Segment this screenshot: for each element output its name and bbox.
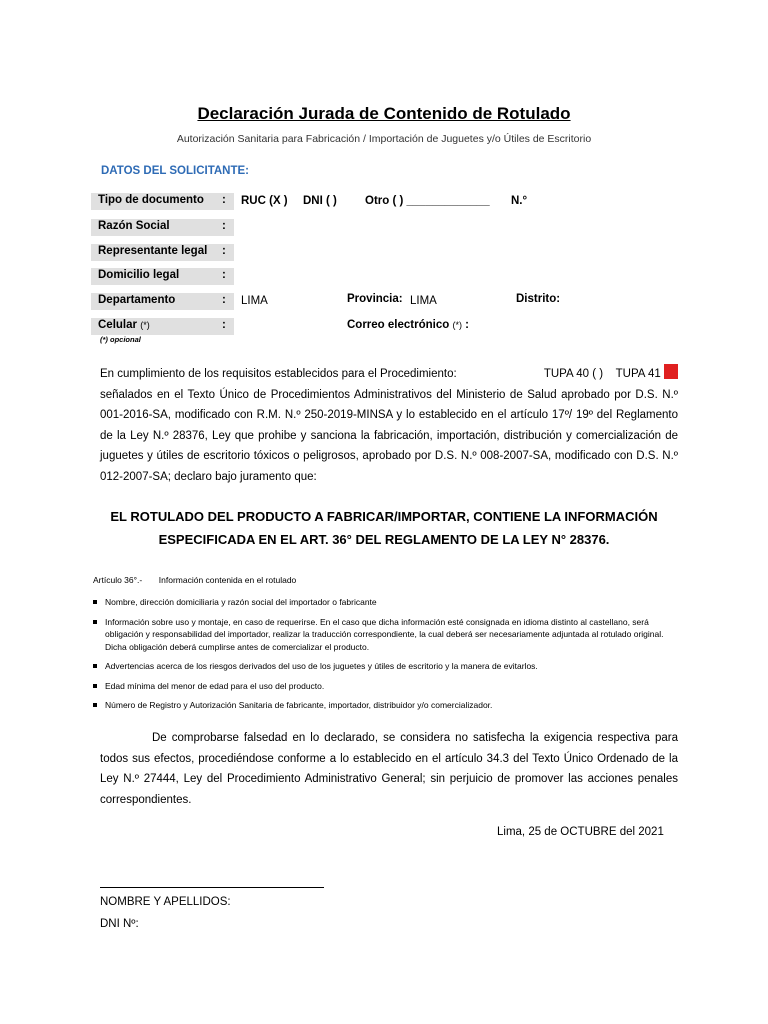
list-item — [93, 699, 683, 712]
document-subtitle: Autorización Sanitaria para Fabricación / Importación de Juguetes y/o Útiles de Escritorio — [176, 133, 592, 145]
compliance-paragraph — [100, 364, 678, 487]
list-item — [93, 680, 683, 693]
optional-marker: (*) — [140, 320, 150, 330]
article-heading — [93, 575, 296, 585]
dni-label: DNI Nº: — [100, 918, 139, 930]
tupa41-option[interactable]: TUPA 41 — [615, 368, 661, 380]
bullet-icon — [93, 684, 97, 688]
departamento-value[interactable]: LIMA — [241, 295, 268, 307]
declaration-statement: EL ROTULADO DEL PRODUCTO A FABRICAR/IMPORTAR, CONTIENE LA INFORMACIÓN ESPECIFICADA EN EL ART. 36° DEL REGLAMENTO DE LA LEY N° 28376. — [110, 509, 658, 547]
dni-option[interactable]: DNI ( ) — [303, 195, 337, 207]
provincia-value[interactable]: LIMA — [410, 295, 437, 307]
article-items-list — [93, 596, 683, 719]
label-razon-social — [91, 219, 234, 236]
list-item — [93, 616, 683, 654]
label-representante-legal — [91, 244, 234, 261]
article-title: Información contenida en el rotulado — [158, 575, 297, 585]
document-title: Declaración Jurada de Contenido de Rotulado — [197, 104, 571, 123]
list-item-text: Nombre, dirección domiciliaria y razón social del importador o fabricante — [105, 597, 377, 607]
list-item — [93, 660, 683, 673]
list-item — [93, 596, 683, 609]
name-label: NOMBRE Y APELLIDOS: — [100, 896, 231, 908]
colon: : — [222, 220, 226, 232]
otro-option[interactable]: Otro ( ) _____________ — [365, 195, 490, 207]
paragraph-body: señalados en el Texto Único de Procedimientos Administrativos del Ministerio de Salud aprobado por D.S. N.º 001-2016-SA, modificado con R.M. N.º 250-2019-MINSA y lo establecido en el artículo 17º/ 19º del Reglamento de la Ley N.º 28376, Ley que prohibe y sanciona la fabricación, importación, distribución y comercialización de juguetes y útiles de escritorio tóxicos o peligrosos, aprobado por D.S. N.º 008-2007-SA, modificado con D.S. N.º 012-2007-SA; declaro bajo juramento que: — [100, 388, 678, 483]
list-item-text: Información sobre uso y montaje, en caso de requerirse. En el caso que dicha información esté consignada en idioma distinto al castellano, será obligación y responsabilidad del importador, realizar la traducción correspondiente, la cual deberá ser necesariamente adjuntada al rotulado original. Dicha obligación deberá cumplirse antes de comercializar el producto. — [105, 616, 664, 652]
bullet-icon — [93, 600, 97, 604]
optional-footnote: (*) opcional — [100, 335, 141, 344]
label-text: Domicilio legal — [98, 269, 180, 281]
bullet-icon — [93, 620, 97, 624]
tupa41-checkbox-highlight[interactable] — [664, 364, 678, 379]
colon: : — [222, 319, 226, 331]
correo-label — [347, 319, 469, 331]
label-tipo-documento — [91, 193, 234, 210]
signature-line — [100, 887, 324, 888]
correo-label-text: Correo electrónico — [347, 319, 450, 331]
colon: : — [222, 245, 226, 257]
colon: : — [465, 319, 469, 331]
bullet-icon — [93, 664, 97, 668]
list-item-text: Edad mínima del menor de edad para el uso del producto. — [105, 680, 325, 691]
colon: : — [222, 269, 226, 281]
list-item-text: Advertencias acerca de los riesgos derivados del uso de los juguetes y útiles de escritorio y la manera de evitarlos. — [105, 661, 538, 671]
paragraph-lead: En cumplimiento de los requisitos establecidos para el Procedimiento: — [100, 368, 457, 380]
label-departamento — [91, 293, 234, 310]
tupa-options — [544, 364, 678, 385]
list-item-text: Número de Registro y Autorización Sanitaria de fabricante, importador, distribuidor y/o comercializador. — [105, 700, 493, 710]
provincia-label: Provincia: — [347, 293, 403, 305]
colon: : — [222, 294, 226, 306]
label-text: Representante legal — [98, 245, 208, 257]
label-text: Celular — [98, 319, 137, 331]
colon: : — [222, 194, 226, 206]
label-domicilio-legal — [91, 268, 234, 285]
ruc-option[interactable]: RUC (X ) — [241, 195, 288, 207]
optional-marker: (*) — [452, 320, 462, 330]
article-label: Artículo 36°.- — [93, 575, 143, 585]
paragraph-first-line — [100, 364, 678, 385]
tupa40-option[interactable]: TUPA 40 ( ) — [543, 368, 604, 380]
section-heading: DATOS DEL SOLICITANTE: — [101, 165, 250, 177]
label-celular — [91, 318, 234, 335]
numero-label: N.° — [511, 195, 528, 207]
label-text: Departamento — [98, 294, 176, 306]
label-text: Tipo de documento — [98, 194, 204, 206]
falsity-paragraph: De comprobarse falsedad en lo declarado, se considera no satisfecha la exigencia respectiva para todos sus efectos, procediéndose conforme a lo establecido en el artículo 34.3 del Texto Único Ordenado de la Ley N.º 27444, Ley del Procedimiento Administrativo General; sin perjuicio de promover las acciones penales correspondientes. — [100, 732, 678, 806]
distrito-label: Distrito: — [516, 293, 561, 305]
label-text: Razón Social — [98, 220, 170, 232]
bullet-icon — [93, 703, 97, 707]
date-line: Lima, 25 de OCTUBRE del 2021 — [497, 826, 664, 838]
